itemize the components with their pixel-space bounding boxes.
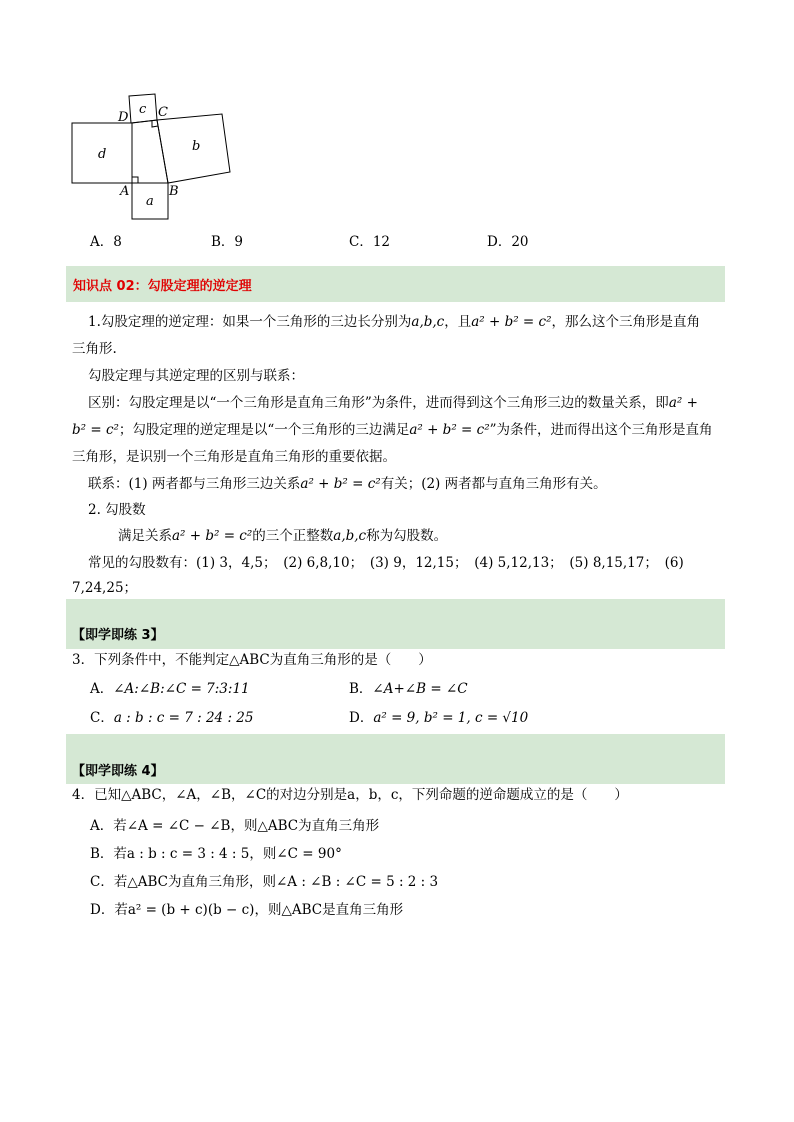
practice-3-option-c[interactable]: C．a : b : c = 7 : 24 : 25 bbox=[90, 710, 254, 726]
para-common-triples-cont: 7,24,25； bbox=[72, 580, 138, 596]
practice-4-option-b[interactable]: B．若a : b : c = 3 : 4 : 5，则∠C = 90° bbox=[90, 846, 342, 862]
practice-3-option-a[interactable]: A．∠A:∠B:∠C = 7:3:11 bbox=[90, 681, 250, 697]
practice-4-option-a[interactable]: A．若∠A = ∠C − ∠B，则△ABC为直角三角形 bbox=[90, 818, 380, 834]
practice-3-option-b[interactable]: B．∠A+∠B = ∠C bbox=[349, 681, 468, 697]
para-difference-line2: b² = c²；勾股定理的逆定理是以“一个三角形的三边满足a² + b² = c²”为条件，进而得出这个三角形是直角 bbox=[72, 422, 713, 438]
prev-option-c[interactable]: C．12 bbox=[349, 234, 391, 250]
right-angle-mark-a bbox=[132, 177, 138, 183]
para-difference-title: 勾股定理与其逆定理的区别与联系： bbox=[88, 368, 304, 384]
practice-4-question: 4．已知△ABC，∠A，∠B，∠C的对边分别是a，b，c，下列命题的逆命题成立的是（ ） bbox=[72, 787, 628, 803]
prev-option-d[interactable]: D．20 bbox=[487, 234, 529, 250]
para-difference-line3: 三角形，是识别一个三角形是直角三角形的重要依据。 bbox=[72, 449, 396, 465]
label-c-square: c bbox=[139, 102, 147, 117]
practice-3-band bbox=[66, 599, 725, 649]
practice-4-band bbox=[66, 734, 725, 784]
label-vertex-d: D bbox=[118, 110, 129, 125]
prev-option-a[interactable]: A．8 bbox=[90, 234, 122, 250]
practice-4-option-d[interactable]: D．若a² = (b + c)(b − c)，则△ABC是直角三角形 bbox=[90, 902, 404, 918]
pythagoras-squares-figure bbox=[60, 90, 250, 230]
label-vertex-a: A bbox=[120, 184, 130, 199]
practice-4-label: 【即学即练 4】 bbox=[72, 764, 164, 779]
para-converse-theorem-cont: 三角形. bbox=[72, 341, 117, 357]
para-pythagorean-triples-title: 2. 勾股数 bbox=[88, 502, 146, 518]
para-common-triples: 常见的勾股数有：(1) 3，4,5； (2) 6,8,10； (3) 9，12,15； (4) 5,12,13； (5) 8,15,17； (6) bbox=[88, 555, 684, 571]
practice-3-label: 【即学即练 3】 bbox=[72, 628, 164, 643]
label-vertex-b: B bbox=[169, 184, 179, 199]
label-d-square: d bbox=[98, 147, 107, 162]
para-converse-theorem: 1.勾股定理的逆定理：如果一个三角形的三边长分别为a,b,c，且a² + b² = c²，那么这个三角形是直角 bbox=[88, 314, 701, 330]
para-connection: 联系：(1) 两者都与三角形三边关系a² + b² = c²有关；(2) 两者都与直角三角形有关。 bbox=[88, 476, 607, 492]
para-difference-line1: 区别：勾股定理是以“一个三角形是直角三角形”为条件，进而得到这个三角形三边的数量关系，即a² + bbox=[88, 395, 698, 411]
practice-3-question: 3．下列条件中，不能判定△ABC为直角三角形的是（ ） bbox=[72, 652, 432, 668]
section-heading: 知识点 02：勾股定理的逆定理 bbox=[73, 279, 252, 294]
quadrilateral-abcd bbox=[132, 120, 168, 183]
prev-option-b[interactable]: B．9 bbox=[211, 234, 244, 250]
label-b-square: b bbox=[192, 139, 201, 154]
para-pythagorean-triples-def: 满足关系a² + b² = c²的三个正整数a,b,c称为勾股数。 bbox=[118, 528, 448, 544]
label-a-square: a bbox=[146, 194, 154, 209]
label-vertex-c: C bbox=[158, 105, 168, 120]
practice-4-option-c[interactable]: C．若△ABC为直角三角形，则∠A : ∠B : ∠C = 5 : 2 : 3 bbox=[90, 874, 439, 890]
practice-3-option-d[interactable]: D．a² = 9, b² = 1, c = √10 bbox=[349, 710, 529, 726]
